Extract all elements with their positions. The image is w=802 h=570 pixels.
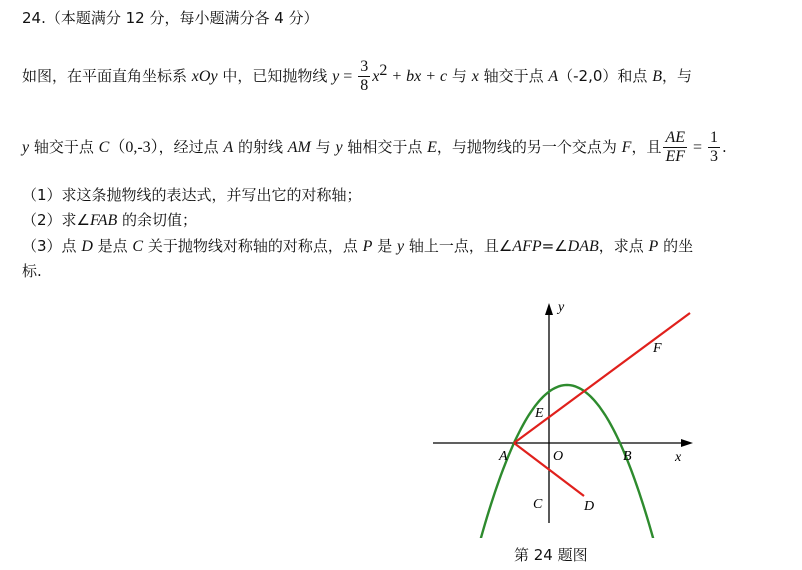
parabola-figure <box>425 293 715 538</box>
figure-caption: 第 24 题图 <box>514 546 588 564</box>
question-3: （3）点 D 是点 C 关于抛物线对称轴的对称点，点 P 是 y 轴上一点，且∠AFP=∠DAB，求点 P 的坐 <box>22 237 694 255</box>
label-a: A <box>499 449 508 464</box>
label-o: O <box>553 449 564 464</box>
y-axis-arrow <box>545 303 553 315</box>
label-c: C <box>533 497 543 512</box>
question-3-continued: 标. <box>22 262 42 280</box>
question-2: （2）求∠FAB 的余切值； <box>22 211 198 229</box>
label-b: B <box>623 449 632 464</box>
label-e: E <box>535 406 544 421</box>
label-d: D <box>584 499 595 514</box>
problem-header: 24.（本题满分 12 分，每小题满分各 4 分） <box>22 9 319 27</box>
fraction-three-eighths: $\frac{3}{8}$ <box>360 58 369 94</box>
label-y: y <box>558 300 565 315</box>
x-axis-arrow <box>681 439 693 447</box>
fraction-ae-over-ef: $\frac{AE}{EF}$ <box>665 129 685 165</box>
label-x: x <box>675 450 682 465</box>
fraction-one-third: $\frac{1}{3}$ <box>710 129 719 165</box>
problem-stem-line-1: 如图，在平面直角坐标系 xOy 中，已知抛物线 y = $\frac{3}{8}$ $x^2$ + bx + c 与 x 轴交于点 A（-2,0）和点 B，与 <box>22 58 692 94</box>
problem-stem-line-2: y 轴交于点 C（0,-3），经过点 A 的射线 AM 与 y 轴相交于点 E，与抛物线的另一个交点为 F，且 $\frac{AE}{EF}$ = $\frac{1}{3}$ . <box>22 129 727 165</box>
ray-am <box>514 313 690 443</box>
question-1: （1）求这条抛物线的表达式，并写出它的对称轴； <box>22 186 362 204</box>
label-f: F <box>653 341 662 356</box>
